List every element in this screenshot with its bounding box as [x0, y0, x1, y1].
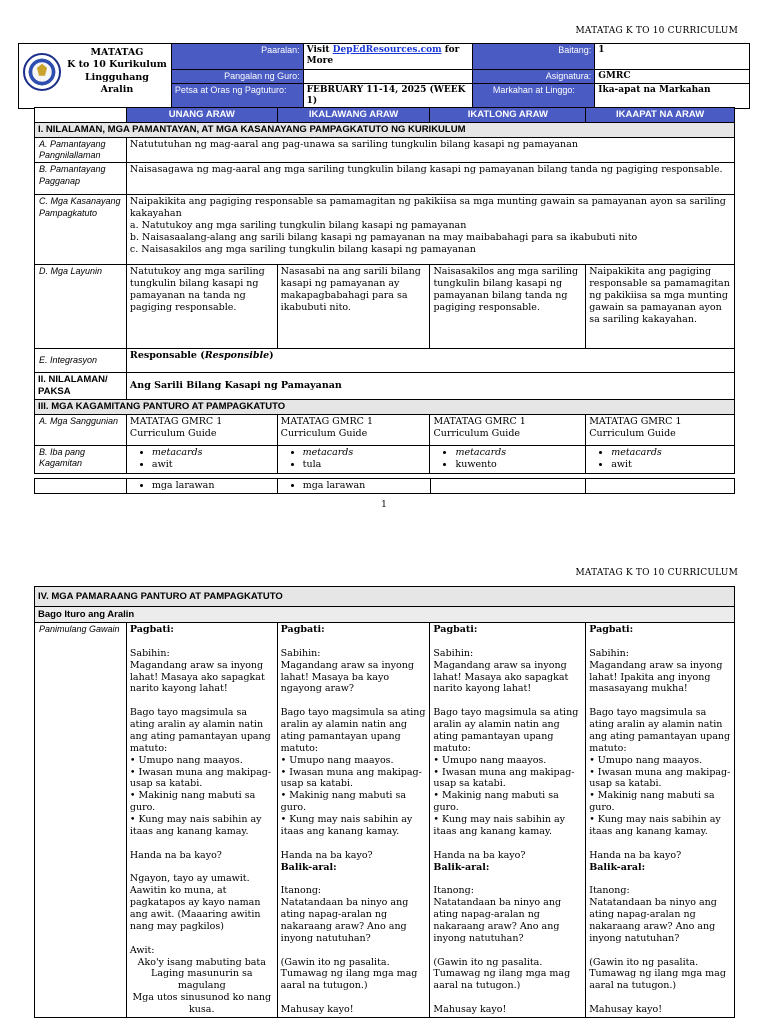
pamantayang-pangnilalaman-value: Natututuhan ng mag-aaral ang pag-unawa sa sariling tungkulin bilang kasapi ng pamayanan [126, 137, 734, 163]
header-title-line2: K to 10 Kurikulum [67, 59, 167, 71]
awit-lyrics: Ako'y isang mabuting bata Laging masunurin sa magulang Mga utos sinusunod ko nang kusa. [132, 956, 272, 1015]
kagamitan-extra-day-2 [277, 479, 430, 494]
balik-aral-heading: Balik-aral: [280, 861, 337, 873]
sanggunian-day-2: MATATAG GMRC 1 Curriculum Guide [277, 414, 430, 445]
petsa-value: FEBRUARY 11-14, 2025 (WEEK 1) [303, 83, 473, 109]
pagbati-heading: Pagbati: [129, 624, 174, 635]
layunin-day-4: Naipakikita ang pagiging responsable sa pamamagitan ng pakikiisa sa mga munting gawain sa pamayanan ayon sa sariling kakayahan. [586, 265, 735, 349]
section-1-title: I. NILALAMAN, MGA PAMANTAYAN, AT MGA KASANAYANG PAMPAGKATUTO NG KURIKULUM [35, 122, 735, 137]
continued-label-blank [35, 479, 127, 494]
nilalaman-paksa-value: Ang Sarili Bilang Kasapi ng Pamayanan [126, 373, 734, 400]
sanggunian-day-4: MATATAG GMRC 1 Curriculum Guide [586, 414, 735, 445]
list-item: • awit [611, 459, 731, 471]
day-header-blank [35, 108, 127, 123]
kasanayang-item: a. Natutukoy ang mga sariling tungkulin bilang kasapi ng pamayanan [129, 220, 467, 231]
pamaraan-table [34, 586, 735, 1018]
day-header-2: IKALAWANG ARAW [277, 108, 430, 123]
lesson-plan-table [34, 107, 735, 474]
panimulang-body: Sabihin: Magandang araw sa inyong lahat! Masaya ako sapagkat narito kayong lahat! Bago tayo magsimula sa ating aralin ay alamin natin ang ating pamantayan upang matuto: • Umupo nang maayos. • Iwasan muna ang makipag-usap sa katabi. • Makinig nang mabuti sa guro. • Kung may nais sabihin ay itaas ang kanang kamay. Handa na ba kayo? [433, 647, 579, 861]
list-item: • metacards [611, 447, 731, 459]
deped-seal-icon [23, 53, 61, 91]
panimulang-day-1 [126, 623, 277, 1018]
panimulang-day-2 [277, 623, 430, 1018]
day-header-3: IKATLONG ARAW [430, 108, 586, 123]
kagamitan-extra-day-3 [430, 479, 586, 494]
balik-aral-body: Itanong: Natatandaan ba ninyo ang ating napag-aralan ng nakaraang araw? Ano ang inyong natutuhan? (Gawin ito ng pasalita. Tumawag ng ilang mga mag aaral na tutugon.) Mahusay kayo! [589, 885, 726, 1015]
lesson-header-table [18, 43, 750, 109]
section-4-title: IV. MGA PAMARAANG PANTURO AT PAMPAGKATUTO [35, 587, 735, 607]
nilalaman-paksa-label: II. NILALAMAN/ PAKSA [35, 373, 127, 400]
day-header-4: IKAAPAT NA ARAW [586, 108, 735, 123]
integrasyon-label: E. Integrasyon [35, 349, 127, 373]
panimulang-day-3 [430, 623, 586, 1018]
sanggunian-day-1: MATATAG GMRC 1 Curriculum Guide [126, 414, 277, 445]
panimulang-gawain-label: Panimulang Gawain [35, 623, 127, 1018]
panimulang-body: Sabihin: Magandang araw sa inyong lahat! Masaya ba kayo ngayong araw? Bago tayo magsimula sa ating aralin ay alamin natin ang ating pamantayan upang matuto: • Umupo nang maayos. • Iwasan muna ang makipag-usap sa katabi. • Makinig nang mabuti sa guro. • Kung may nais sabihin ay itaas ang kanang kamay. Handa na ba kayo? [280, 647, 426, 861]
header-title-line3: Lingguhang Aralin [84, 71, 149, 96]
kagamitan-extra-day-1 [126, 479, 277, 494]
iba-pang-kagamitan-label: B. Iba pang Kagamitan [35, 445, 127, 473]
curriculum-header-page-2: MATATAG K TO 10 CURRICULUM [575, 568, 738, 578]
pamantayang-pangnilalaman-label: A. Pamantayang Pangnilallaman [35, 137, 127, 163]
kagamitan-extra-day-4 [586, 479, 735, 494]
layunin-day-1: Natutukoy ang mga sariling tungkulin bilang kasapi ng pamayanan na tanda ng pagiging responsable. [126, 265, 277, 349]
balik-aral-body: Itanong: Natatandaan ba ninyo ang ating napag-aralan ng nakaraang araw? Ano ang inyong natutuhan? (Gawin ito ng pasalita. Tumawag ng ilang mga mag aaral na tutugon.) Mahusay kayo! [433, 885, 571, 1015]
asignatura-value: GMRC [595, 69, 750, 83]
page-number: 1 [381, 500, 387, 510]
section-3-title: III. MGA KAGAMITANG PANTURO AT PAMPAGKATUTO [35, 400, 735, 415]
guro-value [303, 69, 473, 83]
markahan-label: Markahan at Linggo: [473, 83, 595, 109]
depedresources-link[interactable]: DepEdResources.com [332, 45, 442, 55]
petsa-label: Petsa at Oras ng Pagtuturo: [171, 83, 303, 109]
layunin-day-3: Naisasakilos ang mga sariling tungkulin bilang kasapi ng pamayanan bilang tanda ng pagiging responsable. [430, 265, 586, 349]
kasanayang-item: c. Naisasakilos ang mga sariling tungkulin bilang kasapi ng pamayanan [129, 243, 476, 255]
header-brand [19, 44, 172, 109]
paaralan-value [303, 44, 473, 70]
kasanayang-pampagkatuto-value [126, 195, 734, 265]
balik-aral-heading: Balik-aral: [589, 861, 646, 873]
kasanayang-item: b. Naisasaalang-alang ang sarili bilang kasapi ng pamayanan na may maibabahagi para sa ikabubuti nito [129, 231, 638, 243]
pamantayang-pagganap-label: B. Pamantayang Pagganap [35, 163, 127, 195]
panimulang-body: Sabihin: Magandang araw sa inyong lahat! Masaya ako sapagkat narito kayong lahat! Bago tayo magsimula sa ating aralin ay alamin natin ang ating pamantayan upang matuto: • Umupo nang maayos. • Iwasan muna ang makipag-usap sa katabi. • Makinig nang mabuti sa guro. • Kung may nais sabihin ay itaas ang kanang kamay. Handa na ba kayo? Ngayon, tayo ay umawit. Aawitin ko muna, at pagkatapos ay kayo naman ang awit. (Maaaring awitin nang may pagkilos) Awit: [129, 647, 272, 956]
paaralan-prefix: Visit [306, 45, 333, 55]
pagbati-heading: Pagbati: [589, 624, 634, 635]
list-item: • mga larawan [303, 480, 427, 492]
kasanayang-pampagkatuto-label: C. Mga Kasanayang Pampagkatuto [35, 195, 127, 265]
balik-aral-body: Itanong: Natatandaan ba ninyo ang ating napag-aralan ng nakaraang araw? Ano ang inyong natutuhan? (Gawin ito ng pasalita. Tumawag ng ilang mga mag aaral na tutugon.) Mahusay kayo! [280, 885, 418, 1015]
asignatura-label: Asignatura: [473, 69, 595, 83]
sanggunian-day-3: MATATAG GMRC 1 Curriculum Guide [430, 414, 586, 445]
paaralan-suffix: for More [306, 45, 460, 67]
list-item: • mga larawan [152, 480, 274, 492]
kagamitan-day-2 [277, 445, 430, 473]
baitang-value: 1 [595, 44, 750, 70]
layunin-day-2: Nasasabi na ang sarili bilang kasapi ng pamayanan ay makapagbabahagi para sa ikabubuti nito. [277, 265, 430, 349]
kagamitan-day-4 [586, 445, 735, 473]
panimulang-day-4 [586, 623, 735, 1018]
day-header-1: UNANG ARAW [126, 108, 277, 123]
list-item: • tula [303, 459, 427, 471]
header-title-line1: MATATAG [90, 47, 144, 58]
kagamitan-day-1 [126, 445, 277, 473]
integrasyon-english: Responsible [204, 350, 270, 362]
layunin-label: D. Mga Layunin [35, 265, 127, 349]
pagbati-heading: Pagbati: [280, 624, 325, 635]
list-item: • metacards [303, 447, 427, 459]
kagamitan-continued-table [34, 478, 735, 494]
sanggunian-label: A. Mga Sanggunian [35, 414, 127, 445]
list-item: • metacards [455, 447, 582, 459]
pamantayang-pagganap-value: Naisasagawa ng mag-aaral ang mga sariling tungkulin bilang kasapi ng pamayanan bilang tanda ng pagiging responsable. [126, 163, 734, 195]
kasanayang-intro: Naipakikita ang pagiging responsable sa pamamagitan ng pakikiisa sa mga munting gawain sa pamayanan ayon sa sariling kakayahan [129, 196, 726, 220]
list-item: • metacards [152, 447, 274, 459]
panimulang-body: Sabihin: Magandang araw sa inyong lahat! Ipakita ang inyong masasayang mukha! Bago tayo magsimula sa ating aralin ay alamin natin ang ating pamantayan upang matuto: • Umupo nang maayos. • Iwasan muna ang makipag-usap sa katabi. • Makinig nang mabuti sa guro. • Kung may nais sabihin ay itaas ang kanang kamay. Handa na ba kayo? [589, 647, 731, 861]
pagbati-heading: Pagbati: [433, 624, 478, 635]
list-item: • awit [152, 459, 274, 471]
guro-label: Pangalan ng Guro: [171, 69, 303, 83]
bago-ituro-title: Bago Ituro ang Aralin [35, 607, 735, 623]
integrasyon-main: Responsable ( [129, 350, 205, 362]
kagamitan-day-3 [430, 445, 586, 473]
curriculum-header: MATATAG K TO 10 CURRICULUM [575, 26, 738, 36]
baitang-label: Baitang: [473, 44, 595, 70]
markahan-value: Ika-apat na Markahan [595, 83, 750, 109]
paaralan-label: Paaralan: [171, 44, 303, 70]
integrasyon-close: ) [269, 350, 274, 362]
balik-aral-heading: Balik-aral: [433, 861, 490, 873]
list-item: • kuwento [455, 459, 582, 471]
integrasyon-value [126, 349, 734, 373]
